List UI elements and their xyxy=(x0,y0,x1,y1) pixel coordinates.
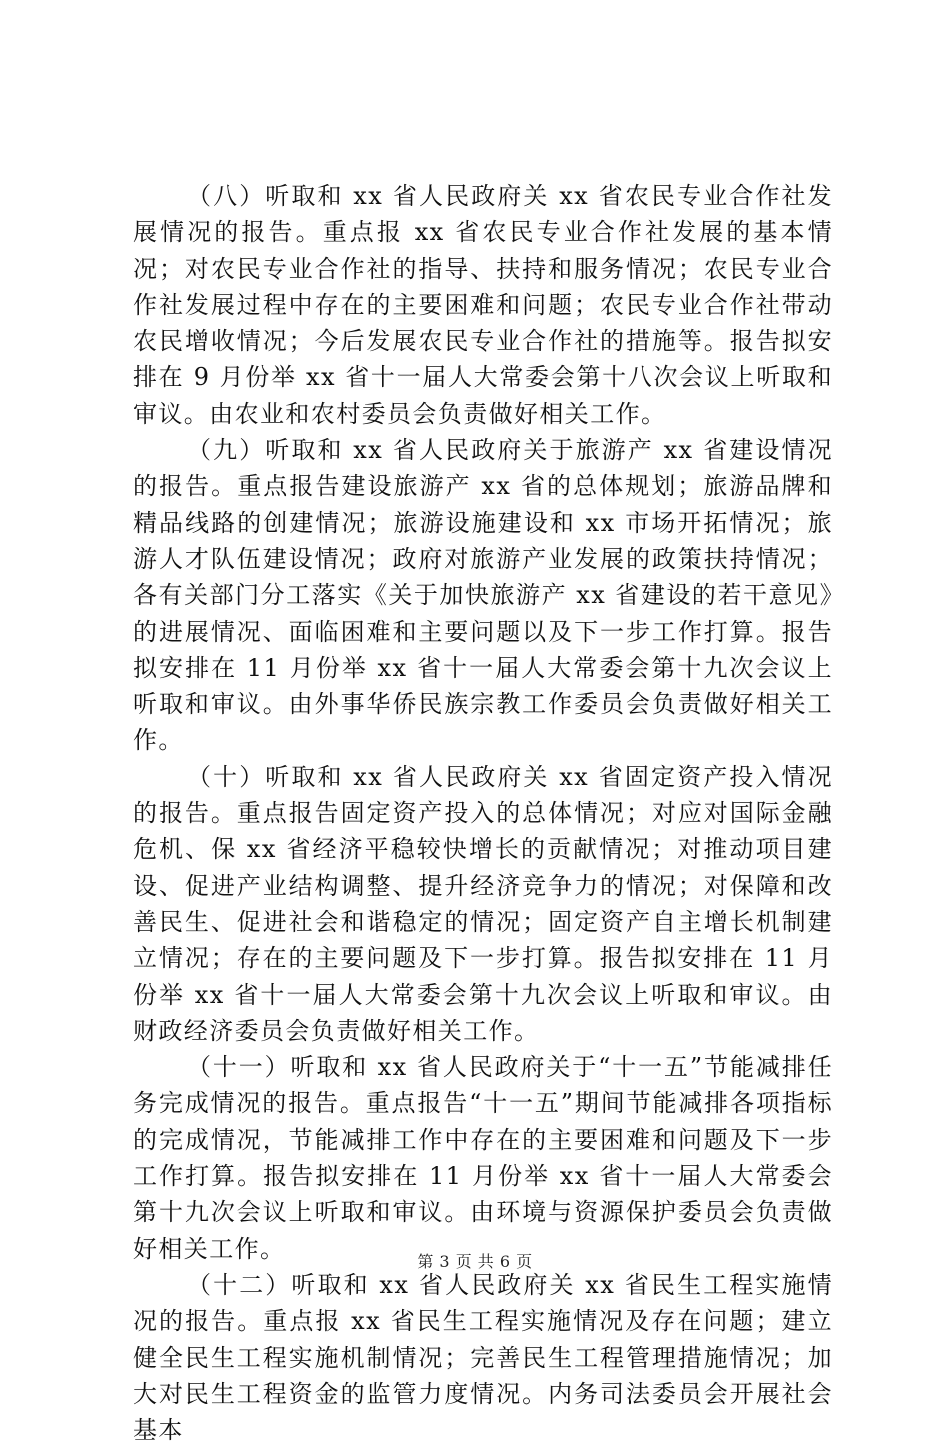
paragraph-10: （十）听取和 xx 省人民政府关 xx 省固定资产投入情况的报告。重点报告固定资产投入的总体情况；对应对国际金融危机、保 xx 省经济平稳较快增长的贡献情况；对推动项目建设、促进产业结构调整、提升经济竞争力的情况；对保障和改善民生、促进社会和谐稳定的情况；固定资产自主增长机制建立情况；存在的主要问题及下一步打算。报告拟安排在 11 月份举 xx 省十一届人大常委会第十九次会议上听取和审议。由财政经济委员会负责做好相关工作。 xyxy=(133,762,833,1045)
paragraph-9: （九）听取和 xx 省人民政府关于旅游产 xx 省建设情况的报告。重点报告建设旅游产 xx 省的总体规划；旅游品牌和精品线路的创建情况；旅游设施建设和 xx 市场开拓情况；旅游人才队伍建设情况；政府对旅游产业发展的政策扶持情况；各有关部门分工落实《关于加快旅游产 xx 省建设的若干意见》的进展情况、面临困难和主要问题以及下一步工作打算。报告拟安排在 11 月份举 xx 省十一届人大常委会第十九次会议上听取和审议。由外事华侨民族宗教工作委员会负责做好相关工作。 xyxy=(133,436,833,755)
page-number-footer: 第 3 页 共 6 页 xyxy=(417,1252,533,1271)
paragraph-12: （十二）听取和 xx 省人民政府关 xx 省民生工程实施情况的报告。重点报 xx 省民生工程实施情况及存在问题；建立健全民生工程实施机制情况；完善民生工程管理措施情况；加大对民生工程资金的监管力度情况。内务司法委员会开展社会基本 xyxy=(133,1270,833,1445)
paragraph-11: （十一）听取和 xx 省人民政府关于“十一五”节能减排任务完成情况的报告。重点报告“十一五”期间节能减排各项指标的完成情况，节能减排工作中存在的主要困难和问题及下一步工作打算。报告拟安排在 11 月份举 xx 省十一届人大常委会第十九次会议上听取和审议。由环境与资源保护委员会负责做好相关工作。 xyxy=(133,1053,833,1263)
paragraph-8: （八）听取和 xx 省人民政府关 xx 省农民专业合作社发展情况的报告。重点报 xx 省农民专业合作社发展的基本情况；对农民专业合作社的指导、扶持和服务情况；农民专业合作社发展过程中存在的主要困难和问题；农民专业合作社带动农民增收情况；今后发展农民专业合作社的措施等。报告拟安排在 9 月份举 xx 省十一届人大常委会第十八次会议上听取和审议。由农业和农村委员会负责做好相关工作。 xyxy=(133,182,833,428)
